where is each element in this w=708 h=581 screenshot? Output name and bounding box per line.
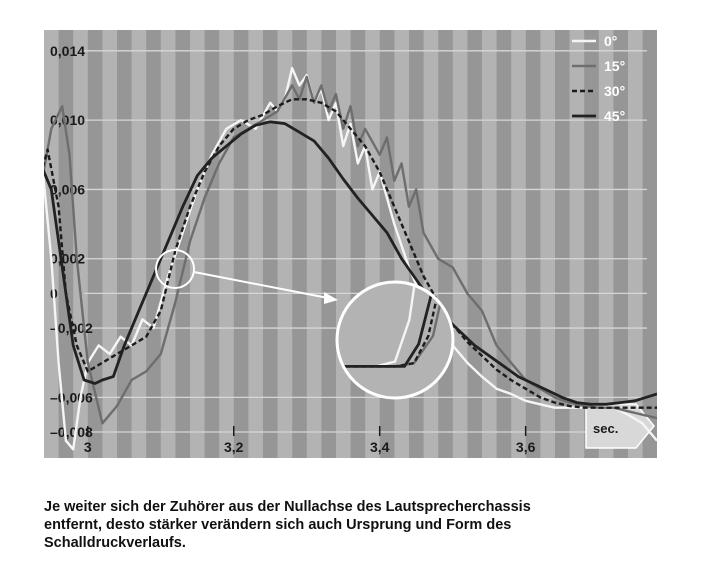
- legend-label-2: 30°: [604, 83, 626, 99]
- background-stripe: [438, 30, 453, 458]
- legend-label-0: 0°: [604, 33, 618, 49]
- y-tick-label: –0,006: [50, 389, 93, 406]
- legend-label-3: 45°: [604, 108, 626, 124]
- background-stripe: [292, 30, 307, 458]
- caption-line-1: Je weiter sich der Zuhörer aus der Nullachse des Lautsprecherchassis: [44, 499, 531, 515]
- x-tick-label: 3,6: [515, 439, 536, 455]
- background-stripe: [205, 30, 220, 458]
- y-tick-label: 0,002: [50, 250, 86, 267]
- y-tick-label: 0,010: [50, 112, 86, 129]
- caption-line-2: entfernt, desto stärker verändern sich auch Ursprung und Form des: [44, 517, 512, 533]
- background-stripe: [584, 30, 599, 458]
- x-tick-label: 3: [83, 439, 92, 455]
- background-stripe: [234, 30, 249, 458]
- background-stripe: [351, 30, 366, 458]
- y-tick-label: –0,002: [50, 320, 93, 337]
- background-stripe: [467, 30, 482, 458]
- y-tick-label: –0,008: [50, 424, 93, 441]
- figure-caption: [44, 498, 664, 552]
- background-stripe: [146, 30, 161, 458]
- y-tick-label: 0: [50, 285, 58, 302]
- y-tick-label: 0,006: [50, 181, 86, 198]
- background-stripe: [263, 30, 278, 458]
- y-tick-label: 0,014: [50, 42, 86, 59]
- legend-label-1: 15°: [604, 58, 626, 74]
- x-tick-label: 3,4: [369, 439, 390, 455]
- x-tick-label: 3,2: [224, 439, 244, 455]
- caption-line-3: Schalldruckverlaufs.: [44, 535, 186, 551]
- x-axis-unit-label: sec.: [593, 421, 619, 436]
